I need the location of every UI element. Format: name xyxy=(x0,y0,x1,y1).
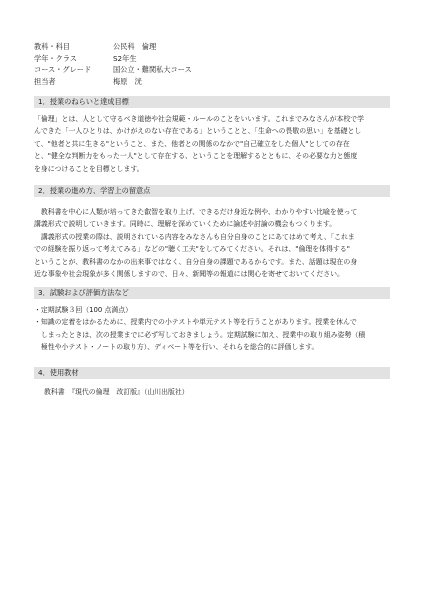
course-info-row xyxy=(34,64,192,76)
paragraph-line: しまったときは、次の授業までに必ず写しておきましょう。定期試験に加え、授業中の取り組み姿勢（積 xyxy=(34,330,366,339)
paragraph-line: と、"健全な判断力をもった一人"として存在する、ということを理解するとともに、その必要な力と態度 xyxy=(34,152,358,161)
paragraph-line: て、"他者と共に生きる"ということ、また、他者との関係のなかで"自己確立をした個人"としての存在 xyxy=(34,139,350,148)
course-info-row xyxy=(34,53,192,65)
course-info-value: 公民科 倫理 xyxy=(113,42,157,51)
section-heading-method: 2．授業の進め方、学習上の留意点 xyxy=(34,185,390,197)
section-body-aims xyxy=(34,113,364,175)
section-heading-aims: 1．授業のねらいと達成目標 xyxy=(34,96,390,108)
course-info-value: 梅原 洸 xyxy=(113,76,142,86)
paragraph-line: 講義形式の授業の際は、説明されている内容をみなさんも自分自身のことにあてはめて考え、「これま xyxy=(34,232,355,241)
course-info-value: 国公立・難関私大コース xyxy=(113,65,192,75)
paragraph-line: ・知識の定着をはかるために、授業内での小テストや単元テスト等を行うことがあります。授業を休んで xyxy=(34,318,357,327)
paragraph-line: 「倫理」とは、人として守るべき道徳や社会規範・ルールのことをいいます。これまでみなさんが本校で学 xyxy=(34,115,365,123)
paragraph-line: 近な事象や社会現象が多く関係しますので、日々、新聞等の報道には関心を寄せておいてください。 xyxy=(34,270,344,279)
paragraph-line: んできた「一人ひとりは、かけがえのない存在である」ということと、「生命への畏敬の思い」を基礎とし xyxy=(34,127,362,136)
course-info-block xyxy=(34,41,192,87)
course-info-label: 担当者 xyxy=(34,76,56,86)
section-body-method xyxy=(34,206,357,280)
section-heading-evaluation: 3．試験および評価方法など xyxy=(34,287,390,299)
paragraph-line: ということが、教科書のなかの出来事ではなく、自分自身の課題であるからです。また、話題は現在の身 xyxy=(34,257,358,266)
section-heading-materials: 4．使用教材 xyxy=(34,367,390,379)
paragraph-line: 教科書 『現代の倫理 改訂版』（山川出版社） xyxy=(44,388,189,396)
paragraph-line: ・定期試験３回（100 点満点） xyxy=(34,306,133,314)
paragraph-line: を身につけることを目標とします。 xyxy=(34,164,144,173)
paragraph-line: 講義形式で説明していきます。同時に、理解を深めていくために論述や討論の機会もつくります。 xyxy=(34,220,337,229)
course-info-value: S2年生 xyxy=(113,53,137,63)
course-info-row xyxy=(34,76,192,88)
paragraph-line: 極性や小テスト・ノートの取り方）、ディベート等を行い、それらを総合的に評価します。 xyxy=(34,343,319,352)
paragraph-line: 教科書を中心に人類が培ってきた叡智を取り上げ、できるだけ身近な例や、わかりやすい比喩を使って xyxy=(34,208,358,216)
course-info-row xyxy=(34,41,192,53)
course-info-label: コース・グレード xyxy=(34,65,92,75)
paragraph-line: での経験を振り返って考えてみる」などの"聴く工夫"をしてみてください。それは、"倫理を体得する" xyxy=(34,245,350,254)
course-info-label: 教科・科目 xyxy=(34,42,70,51)
section-body-materials xyxy=(44,386,189,398)
section-body-evaluation xyxy=(34,304,365,354)
course-info-label: 学年・クラス xyxy=(34,53,77,63)
